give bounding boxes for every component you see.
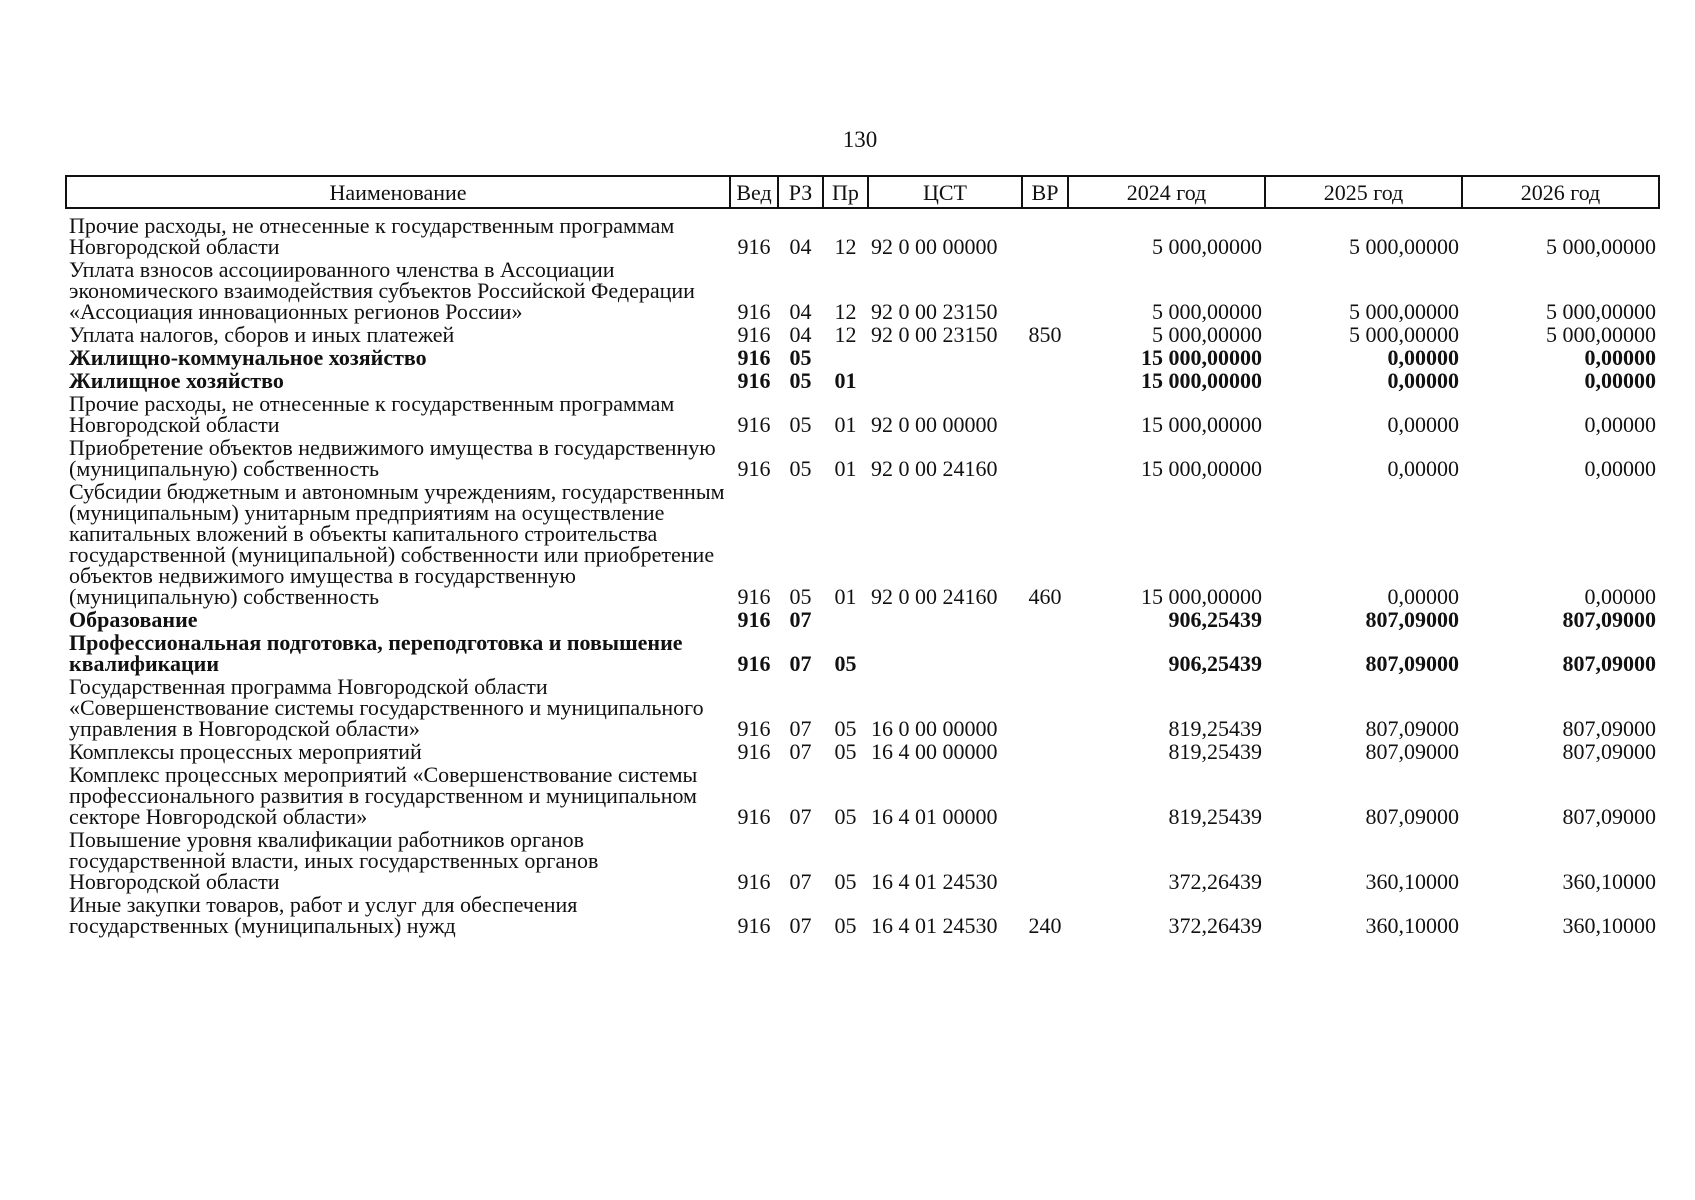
cell-pr: 01 <box>834 584 857 609</box>
cell-rz: 05 <box>789 584 812 609</box>
cell-rz: 05 <box>789 412 812 437</box>
cell-2026: 0,00000 <box>1584 368 1656 393</box>
cell-rz: 07 <box>789 716 812 741</box>
cell-pr: 05 <box>834 651 857 676</box>
cell-2025: 0,00000 <box>1387 584 1459 609</box>
cell-name: Жилищное хозяйство <box>69 368 284 393</box>
cell-pr: 01 <box>834 368 857 393</box>
cell-rz: 04 <box>789 299 812 324</box>
table-row <box>66 208 1659 258</box>
cell-cst: 92 0 00 00000 <box>871 412 998 437</box>
cell-vr <box>1022 675 1068 740</box>
cell-name: Повышение уровня квалификации работников органов государственной власти, иных государственных органов Новгородской области <box>69 827 599 894</box>
cell-ved: 916 <box>737 716 771 741</box>
cell-name: Профессиональная подготовка, переподготовка и повышение квалификации <box>69 630 683 676</box>
cell-ved: 916 <box>737 345 771 370</box>
cell-2026: 360,10000 <box>1562 869 1656 894</box>
cell-vr: 850 <box>1028 322 1062 347</box>
cell-pr: 05 <box>834 739 857 764</box>
cell-2025: 5 000,00000 <box>1349 322 1459 347</box>
cell-name: Прочие расходы, не отнесенные к государственным программам Новгородской области <box>69 391 675 437</box>
cell-name: Иные закупки товаров, работ и услуг для обеспечения государственных (муниципальных) нужд <box>69 892 578 938</box>
cell-cst: 92 0 00 24160 <box>871 456 998 481</box>
cell-vr <box>1022 346 1068 369</box>
cell-vr <box>1022 392 1068 436</box>
cell-2024: 5 000,00000 <box>1152 322 1262 347</box>
header-ved: Вед <box>730 176 778 208</box>
cell-pr: 01 <box>834 412 857 437</box>
cell-rz: 04 <box>789 322 812 347</box>
cell-2024: 819,25439 <box>1168 716 1262 741</box>
cell-2024: 906,25439 <box>1168 651 1262 676</box>
cell-rz: 07 <box>789 607 812 632</box>
header-2025: 2025 год <box>1265 176 1462 208</box>
cell-ved: 916 <box>737 368 771 393</box>
table-header-row <box>66 176 1659 208</box>
header-2026: 2026 год <box>1462 176 1659 208</box>
cell-2024: 15 000,00000 <box>1141 412 1262 437</box>
cell-name: Прочие расходы, не отнесенные к государственным программам Новгородской области <box>69 213 675 259</box>
cell-2026: 5 000,00000 <box>1546 234 1656 259</box>
cell-rz: 05 <box>789 456 812 481</box>
cell-ved: 916 <box>737 234 771 259</box>
cell-vr <box>1022 436 1068 480</box>
page-number: 130 <box>842 127 878 152</box>
cell-cst: 16 0 00 00000 <box>871 716 998 741</box>
cell-2026: 0,00000 <box>1584 412 1656 437</box>
header-2024: 2024 год <box>1068 176 1265 208</box>
cell-cst: 16 4 01 24530 <box>871 913 998 938</box>
cell-2024: 5 000,00000 <box>1152 234 1262 259</box>
cell-2025: 0,00000 <box>1387 412 1459 437</box>
cell-name: Приобретение объектов недвижимого имущества в государственную (муниципальную) собственность <box>69 435 716 481</box>
cell-cst: 92 0 00 23150 <box>871 322 998 347</box>
table-row <box>66 392 1659 436</box>
header-name: Наименование <box>66 176 730 208</box>
cell-ved: 916 <box>737 804 771 829</box>
cell-2026: 807,09000 <box>1562 651 1656 676</box>
cell-ved: 916 <box>737 607 771 632</box>
cell-2024: 5 000,00000 <box>1152 299 1262 324</box>
cell-rz: 04 <box>789 234 812 259</box>
table-row <box>66 740 1659 763</box>
cell-ved: 916 <box>737 739 771 764</box>
cell-2025: 360,10000 <box>1365 913 1459 938</box>
table-row <box>66 828 1659 893</box>
cell-cst <box>868 369 1022 392</box>
cell-cst: 16 4 00 00000 <box>871 739 998 764</box>
table-row <box>66 763 1659 828</box>
cell-rz: 05 <box>789 368 812 393</box>
header-rz: РЗ <box>778 176 823 208</box>
cell-name: Комплексы процессных мероприятий <box>69 739 422 764</box>
cell-2025: 807,09000 <box>1365 716 1459 741</box>
cell-ved: 916 <box>737 913 771 938</box>
cell-pr: 12 <box>834 234 857 259</box>
cell-vr <box>1022 608 1068 631</box>
cell-2026: 0,00000 <box>1584 584 1656 609</box>
cell-rz: 07 <box>789 739 812 764</box>
cell-vr <box>1022 258 1068 323</box>
budget-table <box>65 175 1660 937</box>
cell-2026: 5 000,00000 <box>1546 299 1656 324</box>
cell-pr: 01 <box>834 456 857 481</box>
table-row <box>66 323 1659 346</box>
cell-ved: 916 <box>737 299 771 324</box>
cell-vr <box>1022 208 1068 258</box>
cell-2025: 0,00000 <box>1387 345 1459 370</box>
cell-2024: 819,25439 <box>1168 804 1262 829</box>
cell-2026: 807,09000 <box>1562 804 1656 829</box>
cell-2026: 807,09000 <box>1562 607 1656 632</box>
cell-ved: 916 <box>737 869 771 894</box>
cell-pr: 05 <box>834 913 857 938</box>
cell-2024: 372,26439 <box>1168 913 1262 938</box>
cell-name: Государственная программа Новгородской области «Совершенствование системы государственного и муниципального управления в Новгородской области» <box>69 674 704 741</box>
cell-pr: 05 <box>834 804 857 829</box>
cell-2025: 807,09000 <box>1365 739 1459 764</box>
cell-cst: 92 0 00 24160 <box>871 584 998 609</box>
cell-vr <box>1022 828 1068 893</box>
cell-name: Уплата налогов, сборов и иных платежей <box>69 322 455 347</box>
table-row <box>66 608 1659 631</box>
cell-cst <box>868 631 1022 675</box>
cell-cst <box>868 346 1022 369</box>
cell-name: Субсидии бюджетным и автономным учреждениям, государственным (муниципальным) унитарным предприятиям на осуществление капитальных вложений в объекты капитального строительства государственной (муниципальной) собственности или приобретение объектов недвижимого имущества в государственную (муниципальную) собственность <box>69 479 725 609</box>
table-row <box>66 480 1659 608</box>
cell-pr: 12 <box>834 322 857 347</box>
header-vr: ВР <box>1022 176 1068 208</box>
cell-pr: 05 <box>834 869 857 894</box>
cell-2026: 807,09000 <box>1562 716 1656 741</box>
cell-2025: 0,00000 <box>1387 456 1459 481</box>
cell-pr <box>823 608 868 631</box>
cell-2024: 819,25439 <box>1168 739 1262 764</box>
cell-2025: 807,09000 <box>1365 804 1459 829</box>
cell-ved: 916 <box>737 412 771 437</box>
cell-2025: 807,09000 <box>1365 607 1459 632</box>
table-row <box>66 369 1659 392</box>
cell-2026: 0,00000 <box>1584 456 1656 481</box>
cell-2024: 15 000,00000 <box>1141 584 1262 609</box>
cell-2024: 906,25439 <box>1168 607 1262 632</box>
cell-pr: 12 <box>834 299 857 324</box>
cell-2026: 0,00000 <box>1584 345 1656 370</box>
cell-rz: 07 <box>789 869 812 894</box>
cell-name: Уплата взносов ассоциированного членства в Ассоциации экономического взаимодействия субъектов Российской Федерации «Ассоциация инновационных регионов России» <box>69 257 695 324</box>
cell-2026: 807,09000 <box>1562 739 1656 764</box>
cell-name: Жилищно-коммунальное хозяйство <box>69 345 427 370</box>
cell-rz: 07 <box>789 651 812 676</box>
header-pr: Пр <box>823 176 868 208</box>
cell-rz: 07 <box>789 804 812 829</box>
cell-ved: 916 <box>737 456 771 481</box>
cell-vr <box>1022 369 1068 392</box>
cell-cst: 92 0 00 00000 <box>871 234 998 259</box>
cell-2025: 5 000,00000 <box>1349 299 1459 324</box>
cell-2024: 15 000,00000 <box>1141 368 1262 393</box>
cell-cst: 92 0 00 23150 <box>871 299 998 324</box>
cell-2024: 372,26439 <box>1168 869 1262 894</box>
cell-rz: 07 <box>789 913 812 938</box>
table-row <box>66 631 1659 675</box>
cell-vr <box>1022 631 1068 675</box>
cell-vr: 460 <box>1028 584 1062 609</box>
cell-name: Образование <box>69 607 198 632</box>
cell-name: Комплекс процессных мероприятий «Совершенствование системы профессионального развития в государственном и муниципальном секторе Новгородской области» <box>69 762 698 829</box>
table-row <box>66 675 1659 740</box>
cell-2024: 15 000,00000 <box>1141 456 1262 481</box>
cell-pr <box>823 346 868 369</box>
cell-2025: 360,10000 <box>1365 869 1459 894</box>
cell-cst: 16 4 01 24530 <box>871 869 998 894</box>
table-row <box>66 258 1659 323</box>
cell-2026: 360,10000 <box>1562 913 1656 938</box>
cell-ved: 916 <box>737 651 771 676</box>
cell-vr: 240 <box>1028 913 1062 938</box>
table-row <box>66 893 1659 937</box>
cell-ved: 916 <box>737 322 771 347</box>
cell-2025: 5 000,00000 <box>1349 234 1459 259</box>
cell-2025: 0,00000 <box>1387 368 1459 393</box>
cell-cst: 16 4 01 00000 <box>871 804 998 829</box>
cell-2026: 5 000,00000 <box>1546 322 1656 347</box>
cell-ved: 916 <box>737 584 771 609</box>
cell-vr <box>1022 740 1068 763</box>
cell-pr: 05 <box>834 716 857 741</box>
cell-cst <box>868 608 1022 631</box>
table-row <box>66 436 1659 480</box>
table-row <box>66 346 1659 369</box>
cell-rz: 05 <box>789 345 812 370</box>
cell-2025: 807,09000 <box>1365 651 1459 676</box>
cell-vr <box>1022 763 1068 828</box>
header-cst: ЦСТ <box>868 176 1022 208</box>
cell-2024: 15 000,00000 <box>1141 345 1262 370</box>
